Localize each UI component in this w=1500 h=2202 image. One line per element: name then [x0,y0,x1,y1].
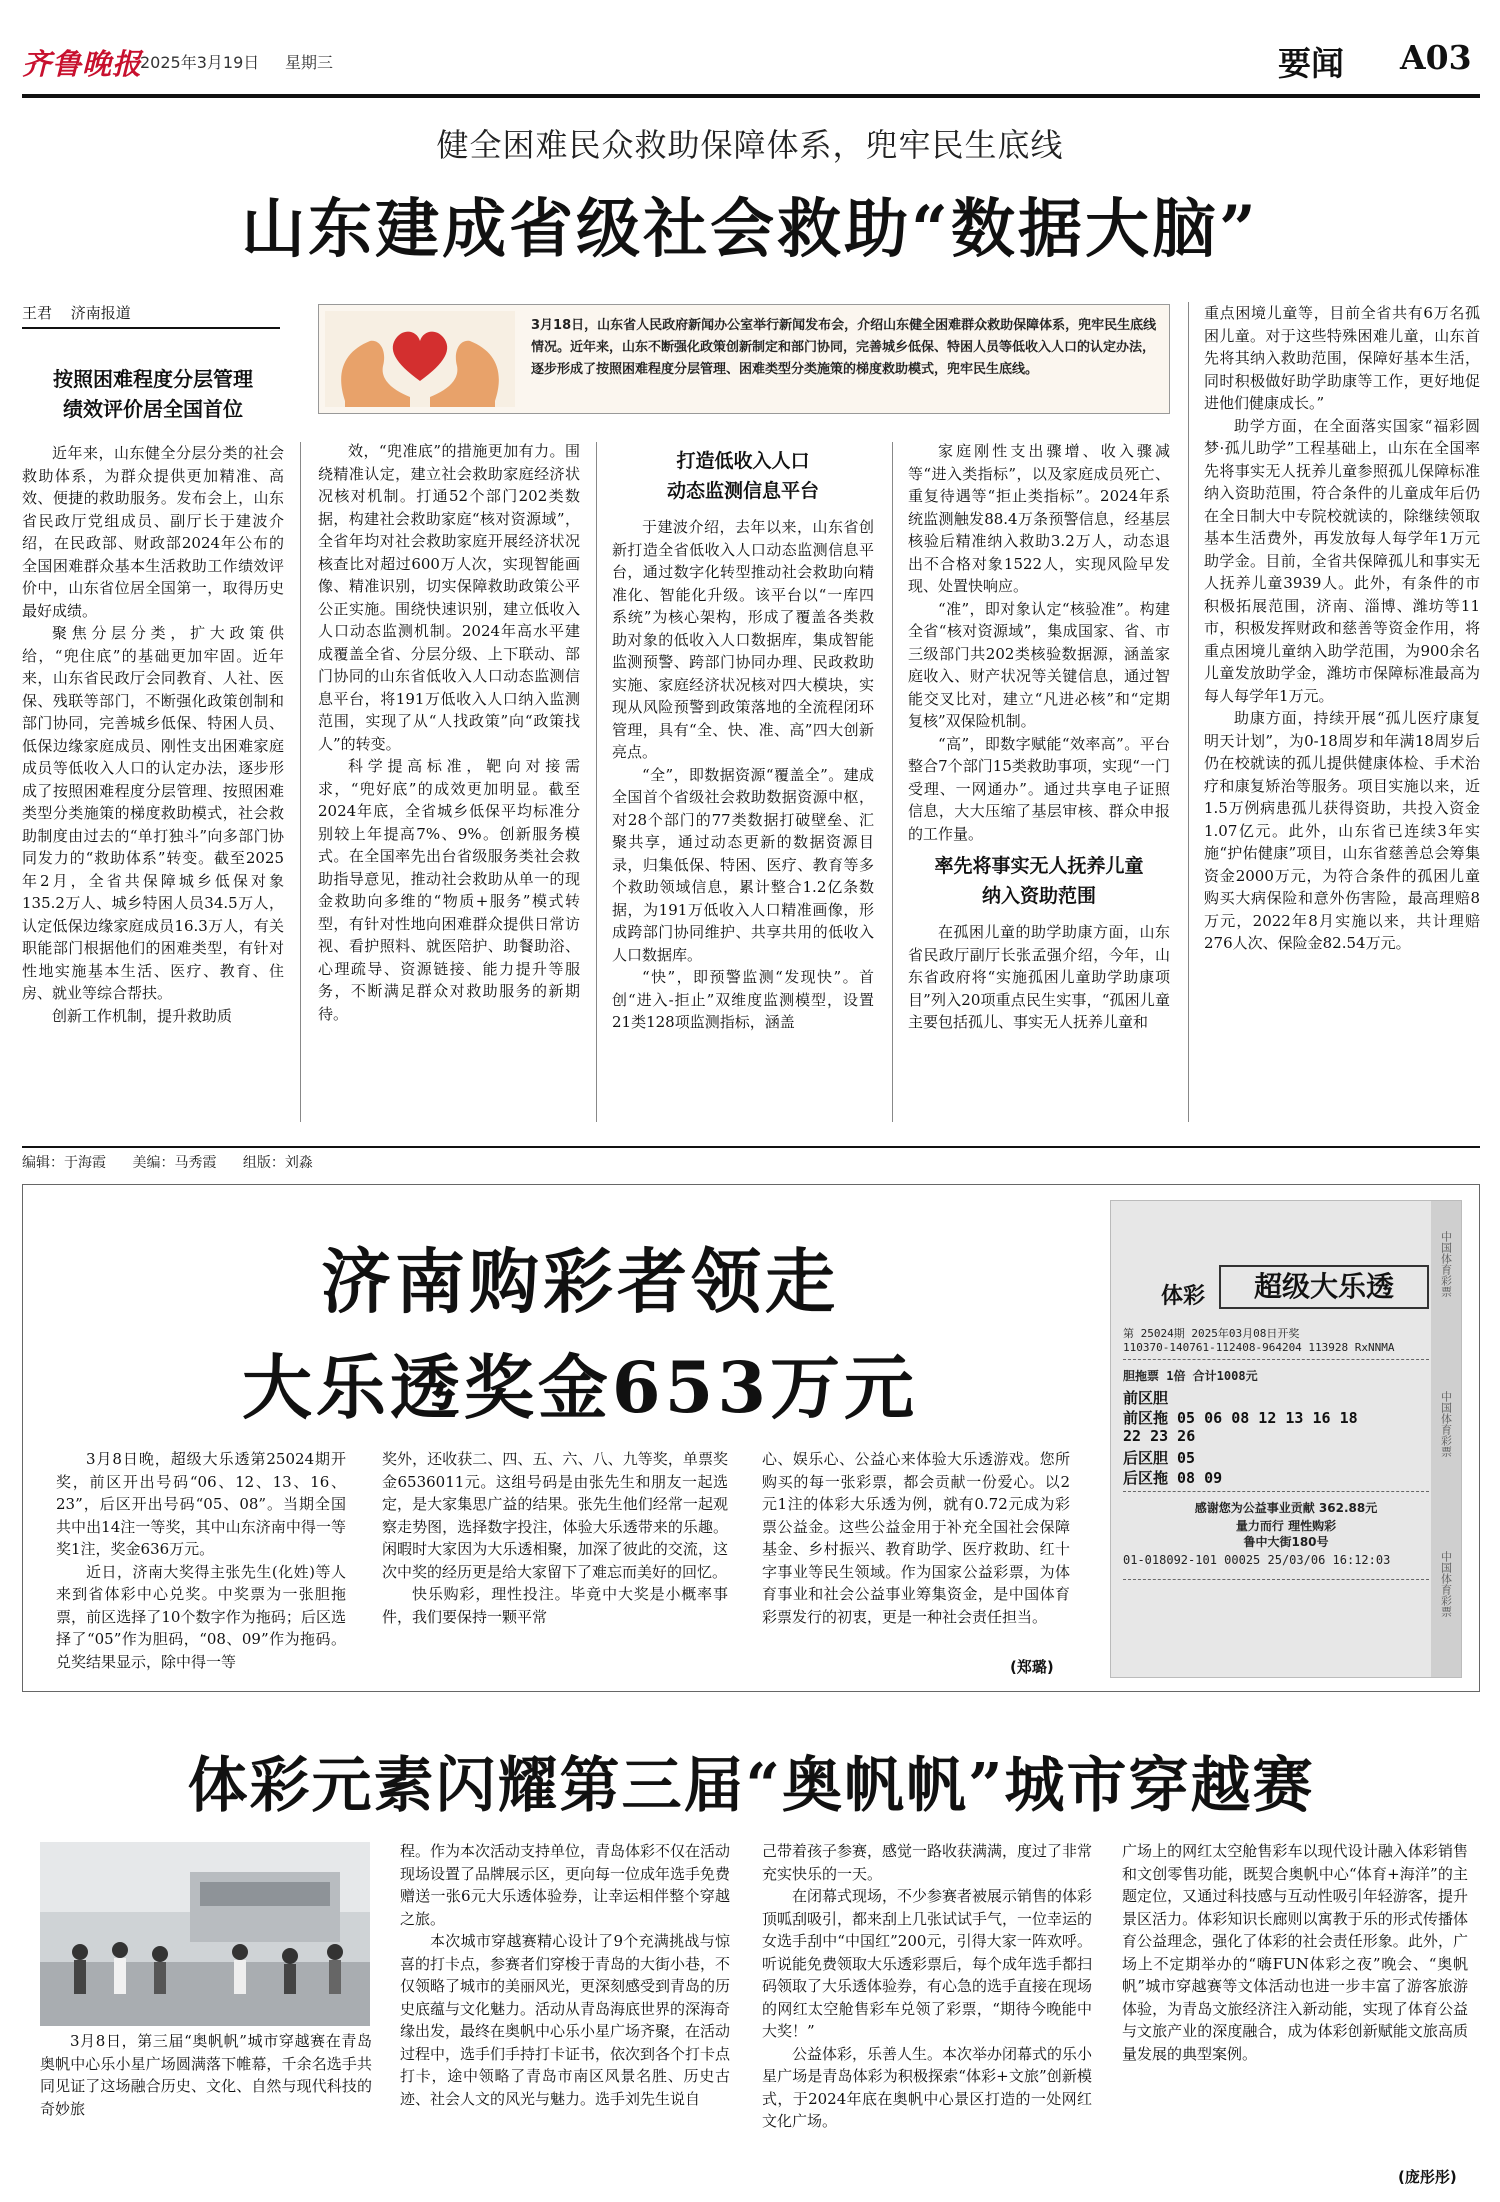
article1-col5-paragraphs [1204,302,1480,955]
ticket-terminal-line: 01-018092-101 00025 25/03/06 16:12:03 [1123,1553,1391,1567]
paragraph: 在闭幕式现场，不少参赛者被展示销售的体彩顶呱刮吸引，都来刮上几张试试手气，一位幸运的女选手刮中“中国红”200元，引得大家一阵欢呼。听说能免费领取大乐透彩票后，每个成年选手都扫码领取了大乐透体验券，有心急的选手直接在现场的网红太空舱售彩车兑领了彩票，“期待今晚能中大奖！” [762,1887,1092,2040]
paragraph: 公益体彩，乐善人生。本次举办闭幕式的乐小星广场是青岛体彩为积极探索“体彩+文旅”创新模式，于2024年底在奥帆中心景区打造的一处网红文化广场。 [762,2044,1092,2130]
ticket-separator [1123,1359,1429,1360]
lottery-ticket-photo [1110,1200,1462,1678]
event-photo [40,1842,370,2026]
article1-col4b-paragraphs [908,921,1170,1034]
paragraph: “高”，即数字赋能“效率高”。平台整合7个部门15类救助事项，实现“一门受理、一网通办”。通过共享电子证照信息，大大压缩了基层审核、群众申报的工作量。 [908,734,1170,843]
column-divider [596,442,597,1122]
paragraph: 心、娱乐心、公益心来体验大乐透游戏。您所购买的每一张彩票，都会贡献一份爱心。以2元1注的体彩大乐透为例，就有0.72元成为彩票公益金。这些公益金用于补充全国社会保障基金、乡村振兴、教育助学、医疗救助、红十字事业等民生领域。作为国家公益彩票，为体育事业和社会公益事业筹集资金，是中国体育彩票发行的初衷，更是一种社会责任担当。 [762,1450,1070,1626]
event-photo-illustration [40,1842,370,2026]
article1-column-1 [22,442,284,1122]
paragraph: 3月8日晚，超级大乐透第25024期开奖，前区开出号码“06、12、13、16、23”，后区开出号码“05、08”。当期全国共中出14注一等奖，其中山东济南中得一等奖1注，奖金636万元。 [56,1450,346,1558]
ticket-front-drag-2: 22 23 26 [1123,1427,1196,1445]
ticket-separator [1123,1491,1429,1492]
paragraph: 助康方面，持续开展“孤儿医疗康复明天计划”，为0-18周岁和年满18周岁后仍在校就读的孤儿提供健康体检、手术治疗和康复矫治等服务。项目实施以来，近1.5万例病患孤儿获得资助，共投入资金1.07亿元。此外，山东省已连续3年实施“护佑健康”项目，山东省慈善总会筹集资金2000万元，为符合条件的孤困儿童购买大病保险和意外伤害险，最高理赔8万元，2022年8月实施以来，共计理赔276人次、保险金82.54万元。 [1204,709,1480,952]
article2-col3-paragraphs [762,1448,1070,1628]
ticket-front-drag: 前区拖 05 06 08 12 13 16 18 [1123,1409,1358,1427]
paragraph: 创新工作机制，提升救助质 [52,1006,233,1025]
ticket-contribution: 感谢您为公益事业贡献 362.88元 [1194,1501,1378,1515]
article1-lead-box [318,304,1170,414]
page-credits [22,1146,1480,1172]
article1-column-4 [908,440,1170,1122]
paragraph: 科学提高标准，靶向对接需求，“兜好底”的成效更加明显。截至2024年底，全省城乡低保平均标准分别较上年提高7%、9%。创新服务模式。在全国率先出台省级服务类社会救助指导意见，推动社会救助从单一的现金救助向多维的“物质+服务”模式转型，有针对性地向困难群众提供日常访视、看护照料、就医陪护、助餐助浴、心理疏导、资源链接、能力提升等服务，不断满足群众对救助服务的新期待。 [318,757,580,1023]
article3-column-2 [400,1840,730,2192]
ticket-type-line: 胆拖票 1倍 合计1008元 [1123,1369,1258,1383]
paragraph: 3月8日，第三届“奥帆帆”城市穿越赛在青岛奥帆中心乐小星广场圆满落下帷幕，千余名选手共同见证了这场融合历史、文化、自然与现代科技的奇妙旅 [40,2032,372,2118]
ticket-draw-line: 第 25024期 2025年03月08日开奖 [1123,1327,1300,1340]
article2-col1-paragraphs [56,1448,346,1673]
paragraph: “准”，即对象认定“核验准”。构建全省“核对资源域”，集成国家、省、市三级部门共202类核验数据源，涵盖家庭收入、财产状况等关键信息，通过智能交叉比对，建立“凡进必核”和“定期复核”双保险机制。 [908,599,1170,730]
ticket-side-strip [1431,1201,1461,1678]
newspaper-logo: 齐鲁晚报 [22,47,143,81]
article2-author: (郑璐) [1010,1658,1054,1676]
paragraph: 家庭刚性支出骤增、收入骤减等“进入类指标”，以及家庭成员死亡、重复待遇等“拒止类指标”。2024年系统监测触发88.4万条预警信息，经基层核验后精准纳入救助3.2万人，动态退出不合格对象1522人，实现风险早发现、处置快响应。 [908,442,1170,595]
ticket-serial-line: 110370-140761-112408-964204 113928 RxNNMA [1123,1341,1395,1354]
issue-weekday: 星期三 [285,53,334,72]
article1-col4-paragraphs [908,440,1170,845]
section-name: 要闻 [1278,44,1344,83]
article1-lead-text: 3月18日，山东省人民政府新闻办公室举行新闻发布会，介绍山东健全困难群众救助保障体系，兜牢民生底线情况。近年来，山东不断强化政策创新制定和部门协同，完善城乡低保、特困人员等低收入人口的认定办法，逐步形成了按照困难程度分层管理、困难类型分类施策的梯度救助模式，兜牢民生底线。 [531,318,1157,377]
article3-col1-paragraphs [40,2030,372,2120]
paragraph: 己带着孩子参赛，感觉一路收获满满，度过了非常充实快乐的一天。 [762,1842,1092,1883]
article2-headline-line1: 济南购彩者领走 [321,1240,839,1323]
article3-author: (庞彤彤) [1398,2168,1457,2186]
credit-layout: 组版：刘淼 [242,1155,313,1171]
article1-subhead-1-text [22,364,284,424]
paragraph: “全”，即数据资源“覆盖全”。建成全国首个省级社会救助数据资源中枢，对28个部门的77类数据打破壁垒、汇聚共享，通过动态更新的数据资源目录，归集低保、特困、医疗、教育等多个救助领域信息，累计整合1.2亿条数据，为191万低收入人口精准画像，形成跨部门协同维护、共享共用的低收入人口数据库。 [612,765,874,964]
page-number: A03 [1400,38,1472,77]
article1-author: 王君 [22,304,53,322]
article1-col3-paragraphs [612,516,874,1034]
paragraph: 本次城市穿越赛精心设计了9个充满挑战与惊喜的打卡点，参赛者们穿梭于青岛的大街小巷，不仅领略了城市的美丽风光，更深刻感受到青岛的历史底蕴与文化魅力。活动从青岛海底世界的深海奇缘出发，最终在奥帆中心乐小星广场齐聚，在活动过程中，选手们手持打卡证书，依次到各个打卡点打卡，途中领略了青岛市南区风景名胜、历史古迹、社会人文的风光与魅力。选手刘先生说自 [400,1932,730,2108]
hands-heart-icon [325,311,515,407]
article1-column-5 [1204,302,1480,1122]
paragraph: 在孤困儿童的助学助康方面，山东省民政厅副厅长张孟强介绍，今年，山东省政府将“实施孤困儿童助学助康项目”列入20项重点民生实事，“孤困儿童主要包括孤儿、事实无人抚养儿童和 [908,923,1170,1031]
credit-designer: 美编：马秀霞 [132,1155,217,1171]
heading-line: 绩效评价居全国首位 [63,397,243,421]
ticket-separator [1123,1579,1429,1580]
heading-line: 动态监测信息平台 [666,480,819,502]
article1-col1-paragraphs [22,442,284,1027]
credit-editor: 编辑：于海霞 [22,1155,106,1171]
paragraph: 广场上的网红太空舱售彩车以现代设计融入体彩销售和文创零售功能，既契合奥帆中心“体育+海洋”的主题定位，又通过科技感与互动性吸引年轻游客，提升景区活力。体彩知识长廊则以寓教于乐的形式传播体育公益理念，强化了体彩的社会责任形象。此外，广场上不定期举办的“嗨FUN体彩之夜”晚会、“奥帆帆”城市穿越赛等文体活动也进一步丰富了游客旅游体验，为青岛文旅经济注入新动能，实现了体育公益与文旅产业的深度融合，成为体彩创新赋能文旅高质量发展的典型案例。 [1122,1842,1468,2063]
column-divider [1188,302,1189,1122]
column-divider [300,442,301,1122]
article3-headline: 体彩元素闪耀第三届“奥帆帆”城市穿越赛 [187,1751,1315,1821]
article3-column-4 [1122,1840,1468,2166]
ticket-slogan: 量力而行 理性购彩 [1235,1519,1337,1533]
paragraph: 近日，济南大奖得主张先生(化姓)等人来到省体彩中心兑奖。中奖票为一张胆拖票，前区选择了10个数字作为拖码；后区选择了“05”作为胆码，“08、09”作为拖码。兑奖结果显示，除中得一等 [56,1562,346,1671]
paragraph: 重点困境儿童等，目前全省共有6万名孤困儿童。对于这些特殊困难儿童，山东首先将其纳入救助范围，保障好基本生活，同时积极做好助学助康等工作，更好地促进他们健康成长。” [1204,304,1480,412]
article2-column-3 [762,1448,1070,1680]
ticket-front-banker: 前区胆 [1123,1389,1169,1407]
masthead [0,0,1500,100]
article3-col3-paragraphs [762,1840,1092,2133]
heading-line: 率先将事实无人抚养儿童 [934,855,1144,877]
paragraph: 助学方面，在全面落实国家“福彩圆梦·孤儿助学”工程基础上，山东在全国率先将事实无人抚养儿童参照孤儿保障标准纳入资助范围，符合条件的儿童成年后仍在全日制大中专院校就读的，除继续领取基本生活费外，再发放每人每学年1万元助学金。目前，全省共保障孤儿和事实无人抚养儿童3939人。此外，有条件的市积极拓展范围，济南、淄博、潍坊等11市，积极发挥财政和慈善等资金作用，将重点困境儿童纳入助学范围，为900余名儿童发放助学金，潍坊市保障标准最高为每人每学年1万元。 [1204,416,1480,705]
article1-byline [22,302,280,329]
column-divider [892,442,893,1122]
article3-column-1 [40,2030,372,2190]
ticket-brand: 体彩 [1161,1284,1206,1309]
paragraph: 程。作为本次活动支持单位，青岛体彩不仅在活动现场设置了品牌展示区，更向每一位成年选手免费赠送一张6元大乐透体验券，让幸运相伴整个穿越之旅。 [400,1842,730,1928]
heading-line: 按照困难程度分层管理 [53,367,253,391]
article2-col2-paragraphs [382,1448,728,1628]
article3-col2-paragraphs [400,1840,730,2110]
article3-column-3 [762,1840,1092,2192]
masthead-rule [22,94,1480,98]
article2-column-2 [382,1448,728,1680]
ticket-side-text [1431,1201,1461,1678]
article1-kicker: 健全困难民众救助保障体系，兜牢民生底线 [436,126,1064,164]
ticket-back-banker: 后区胆 05 [1123,1449,1196,1467]
paragraph: 于建波介绍，去年以来，山东省创新打造全省低收入人口动态监测信息平台，通过数字化转型推动社会救助向精准化、智能化升级。该平台以“一库四系统”为核心架构，形成了覆盖各类救助对象的低收入人口数据库，集成智能监测预警、跨部门协同办理、民政救助实施、家庭经济状况核对四大模块，实现从风险预警到政策落地的全流程闭环管理，具有“全、快、准、高”四大创新亮点。 [612,518,874,761]
article1-subhead-2 [612,446,874,506]
paragraph: 快乐购彩，理性投注。毕竟中大奖是小概率事件，我们要保持一颗平常 [382,1585,728,1626]
heading-line: 打造低收入人口 [676,450,810,472]
article1-headline: 山东建成省级社会救助“数据大脑” [241,192,1259,267]
issue-date: 2025年3月19日 [140,53,260,72]
heading-line: 纳入资助范围 [981,885,1096,907]
paragraph: 效，“兜准底”的措施更加有力。围绕精准认定，建立社会救助家庭经济状况核对机制。打通52个部门202类数据，构建社会救助家庭“核对资源域”，全省年均对社会救助家庭开展经济状况核查比对超过600万人次，实现智能画像、精准识别，切实保障救助政策公平公正实施。围绕快速识别，建立低收入人口动态监测机制。2024年高水平建成覆盖全省、分层分级、上下联动、部门协同的山东省低收入人口动态监测信息平台，将191万低收入人口纳入监测范围，实现了从“人找政策”向“政策找人”的转变。 [318,442,580,753]
paragraph: 近年来，山东健全分层分类的社会救助体系，为群众提供更加精准、高效、便捷的救助服务。发布会上，山东省民政厅党组成员、副厅长于建波介绍，在民政部、财政部2024年公布的全国困难群众基本生活救助工作绩效评价中，山东省位居全国第一，取得历史最好成绩。 [22,444,284,620]
article3-col4-paragraphs [1122,1840,1468,2065]
paragraph: “快”，即预警监测“发现快”。首创“进入-拒止”双维度监测模型，设置21类128项监测指标，涵盖 [612,968,874,1031]
paragraph: 聚焦分层分类，扩大政策供给，“兜住底”的基础更加牢固。近年来，山东省民政厅会同教育、人社、医保、残联等部门，不断强化政策创制和部门协同，完善城乡低保、特困人员、低保边缘家庭成员、刚性支出困难家庭成员等低收入人口的认定办法，逐步形成了按照困难程度分层管理、按照困难类型分类施策的梯度救助模式，社会救助制度由过去的“单打独斗”向多部门协同发力的“救助体系”转变。截至2025年2月，全省共保障城乡低保对象135.2万人、城乡特困人员34.5万人，认定低保边缘家庭成员16.3万人，有关职能部门根据他们的困难类型，有针对性地实施基本生活、医疗、教育、住房、就业等综合帮扶。 [22,624,284,1002]
ticket-back-drag: 后区拖 08 09 [1123,1469,1223,1487]
svg-text:中国体育彩票: 中国体育彩票 [1439,1391,1453,1457]
article1-col2-paragraphs [318,440,580,1025]
ticket-address: 鲁中大街180号 [1243,1535,1329,1549]
article1-column-3 [612,440,874,1122]
article1-subhead-1 [22,364,284,424]
paragraph: 奖外，还收获二、四、五、六、八、九等奖，单票奖金6536011元。这组号码是由张先生和朋友一起选定，是大家集思广益的结果。张先生他们经常一起观察走势图，选择数字投注，体验大乐透带来的乐趣。闲暇时大家因为大乐透相聚，加深了彼此的交流，这次中奖的经历更是给大家留下了难忘而美好的回忆。 [382,1450,728,1581]
article1-dateline: 济南报道 [70,304,131,322]
ticket-game-logo: 超级大乐透 [1219,1265,1429,1309]
article1-subhead-3 [908,851,1170,911]
article2-column-1 [56,1448,346,1680]
article1-column-2 [318,440,580,1122]
svg-text:中国体育彩票: 中国体育彩票 [1439,1231,1453,1297]
article2-headline-line2: 大乐透奖金653万元 [241,1346,919,1429]
svg-text:中国体育彩票: 中国体育彩票 [1439,1551,1453,1617]
